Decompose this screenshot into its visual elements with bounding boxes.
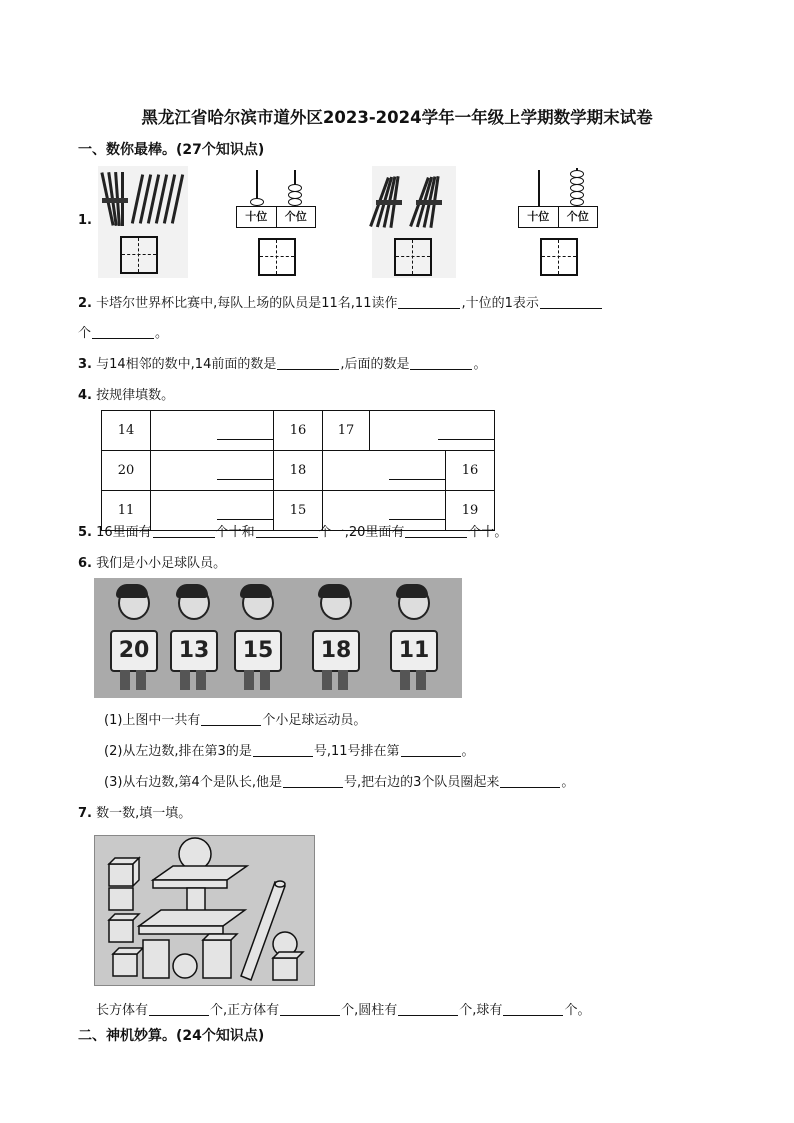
table-cell: 17 (323, 411, 370, 451)
answer-blank[interactable] (277, 357, 339, 370)
table-row (102, 451, 495, 491)
answer-blank[interactable] (401, 744, 461, 757)
table-cell: 16 (446, 451, 495, 491)
question-7: 7. 数一数,填一填。 (78, 806, 192, 821)
player-figure: 13 (164, 586, 220, 694)
answer-blank[interactable] (398, 1003, 458, 1016)
question-3: 3. 与14相邻的数中,14前面的数是 ,后面的数是 。 (78, 357, 487, 372)
answer-box[interactable] (258, 238, 296, 276)
question-2-line2: 个 。 (78, 326, 169, 341)
section-1-heading: 一、数你最棒。(27个知识点) (78, 142, 265, 158)
answer-blank[interactable] (149, 1003, 209, 1016)
table-cell: 20 (102, 451, 151, 491)
table-row (102, 411, 495, 451)
answer-blank[interactable] (500, 775, 560, 788)
answer-blank[interactable] (92, 326, 154, 339)
answer-box[interactable] (120, 236, 158, 274)
answer-cell[interactable] (151, 451, 274, 491)
shapes-drawing (95, 836, 314, 985)
player-figure: 20 (104, 586, 160, 694)
player-figure: 15 (228, 586, 284, 694)
question-1-number: 1. (78, 213, 92, 228)
answer-blank[interactable] (201, 713, 261, 726)
table-cell: 18 (274, 451, 323, 491)
table-cell: 16 (274, 411, 323, 451)
table-cell: 14 (102, 411, 151, 451)
answer-cell[interactable] (323, 451, 446, 491)
q1-figure-abacus-2 (518, 166, 600, 278)
question-6-part-3: (3)从右边数,第4个是队长,他是 号,把右边的3个队员圈起来 。 (104, 775, 575, 790)
answer-box[interactable] (540, 238, 578, 276)
question-2: 2. 卡塔尔世界杯比赛中,每队上场的队员是11名,11读作 ,十位的1表示 (78, 292, 603, 311)
answer-blank[interactable] (410, 357, 472, 370)
player-figure: 11 (384, 586, 440, 694)
answer-cell[interactable] (370, 411, 495, 451)
answer-blank[interactable] (398, 296, 460, 309)
solid-shapes-figure (94, 835, 315, 986)
section-2-heading: 二、神机妙算。(24个知识点) (78, 1028, 265, 1044)
answer-cell[interactable] (151, 411, 274, 451)
answer-blank[interactable] (280, 1003, 340, 1016)
question-6-part-1: (1)上图中一共有 个小足球运动员。 (104, 713, 367, 728)
answer-blank[interactable] (405, 525, 467, 538)
table-cell: 11 (102, 491, 151, 531)
answer-blank[interactable] (283, 775, 343, 788)
q1-figure-sticks (98, 166, 188, 278)
page-title: 黑龙江省哈尔滨市道外区2023-2024学年一年级上学期数学期末试卷 (141, 108, 653, 127)
question-5: 5. 16里面有 个十和 个一,20里面有 个十。 (78, 525, 508, 540)
soccer-players-photo (94, 578, 462, 698)
question-4: 4. 按规律填数。 (78, 388, 175, 403)
question-6-part-2: (2)从左边数,排在第3的是 号,11号排在第 。 (104, 744, 475, 759)
answer-box[interactable] (394, 238, 432, 276)
answer-blank[interactable] (253, 744, 313, 757)
place-value-labels: 十位 个位 (236, 206, 316, 228)
place-value-labels: 十位 个位 (518, 206, 598, 228)
q1-figure-abacus-1 (236, 166, 318, 278)
q1-figure-two-bundles (372, 166, 456, 278)
answer-blank[interactable] (540, 296, 602, 309)
table-cell: 19 (446, 491, 495, 531)
player-figure: 18 (306, 586, 362, 694)
answer-blank[interactable] (153, 525, 215, 538)
question-6: 6. 我们是小小足球队员。 (78, 556, 227, 571)
table-cell: 15 (274, 491, 323, 531)
sequence-table (101, 410, 495, 531)
answer-blank[interactable] (256, 525, 318, 538)
question-7-answer-line: 长方体有 个,正方体有 个,圆柱有 个,球有 个。 (96, 1003, 591, 1018)
answer-blank[interactable] (503, 1003, 563, 1016)
